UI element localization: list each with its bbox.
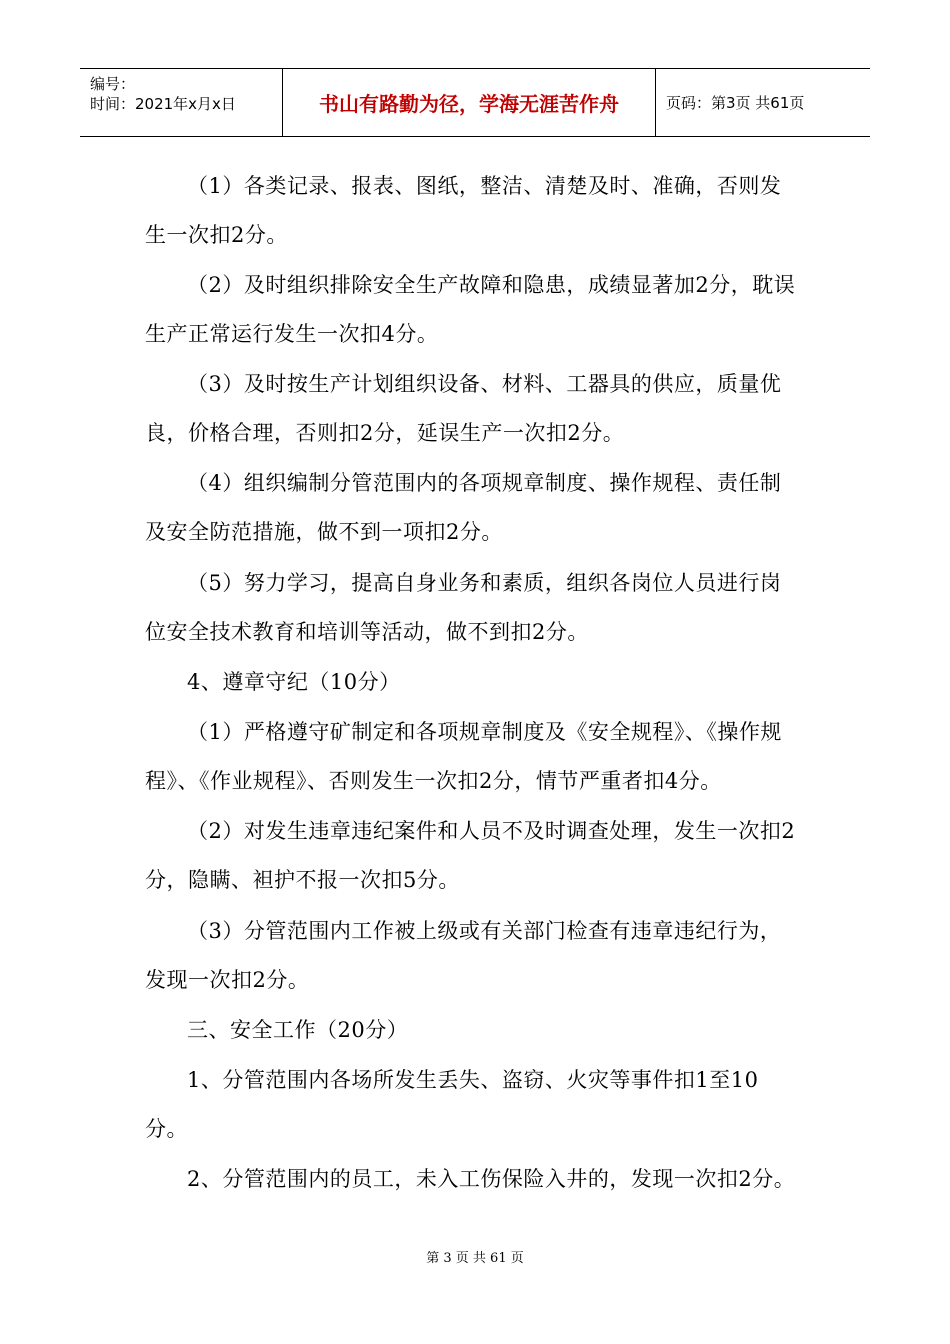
paragraph: （2）对发生违章违纪案件和人员不及时调查处理，发生一次扣2分，隐瞒、袒护不报一次扣5分。 xyxy=(145,819,796,892)
section-heading: 4、遵章守纪（10分） xyxy=(187,670,401,694)
paragraph: （1）严格遵守矿制定和各项规章制度及《安全规程》、《操作规程》、《作业规程》、否则发生一次扣2分，情节严重者扣4分。 xyxy=(145,720,782,793)
paragraph: （4）组织编制分管范围内的各项规章制度、操作规程、责任制及安全防范措施，做不到一项扣2分。 xyxy=(145,471,782,544)
paragraph: 1、分管范围内各场所发生丢失、盗窃、火灾等事件扣1至10分。 xyxy=(145,1068,759,1141)
paragraph: （1）各类记录、报表、图纸，整洁、清楚及时、准确，否则发生一次扣2分。 xyxy=(145,174,782,247)
serial-label: 编号： xyxy=(90,75,136,93)
header-motto: 书山有路勤为径，学海无涯苦作舟 xyxy=(283,69,656,136)
header-page-info: 页码：第3页 共61页 xyxy=(666,94,805,112)
paragraph: （2）及时组织排除安全生产故障和隐患，成绩显著加2分，耽误生产正常运行发生一次扣4分。 xyxy=(145,273,796,346)
paragraph: （5）努力学习，提高自身业务和素质，组织各岗位人员进行岗位安全技术教育和培训等活动，做不到扣2分。 xyxy=(145,571,782,644)
paragraph: 2、分管范围内的员工，未入工伤保险入井的，发现一次扣2分。 xyxy=(187,1167,796,1191)
page-footer: 第 3 页 共 61 页 xyxy=(426,1251,524,1266)
paragraph: （3）分管范围内工作被上级或有关部门检查有违章违纪行为，发现一次扣2分。 xyxy=(145,919,782,992)
header-meta xyxy=(80,69,283,136)
paragraph: （3）及时按生产计划组织设备、材料、工器具的供应，质量优良，价格合理，否则扣2分，延误生产一次扣2分。 xyxy=(145,372,782,445)
section-heading: 三、安全工作（20分） xyxy=(187,1018,409,1042)
page-header xyxy=(80,68,870,137)
date-label: 时间：2021年x月x日 xyxy=(90,95,236,113)
